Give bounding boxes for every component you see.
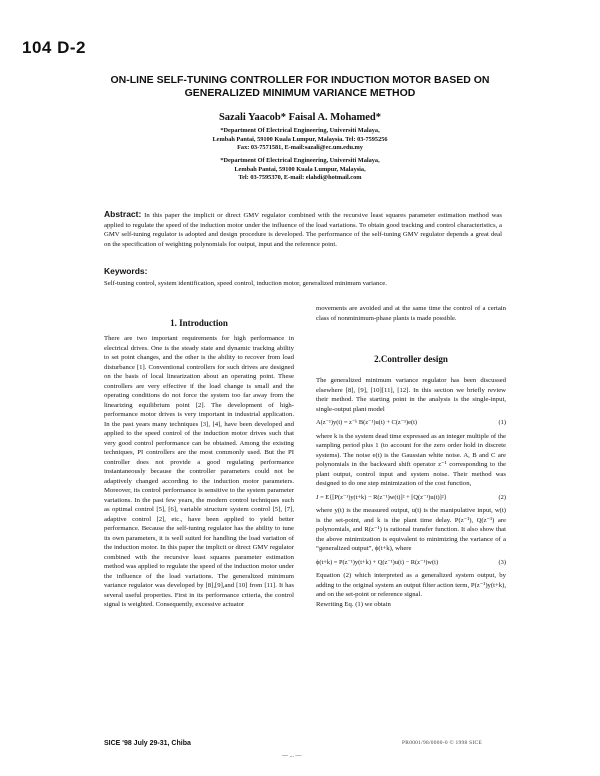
intro-heading: 1. Introduction (170, 318, 228, 328)
paper-title (60, 74, 540, 100)
conference-footer: SICE '98 July 29-31, Chiba (104, 740, 191, 747)
authors: Sazali Yaacob* Faisal A. Mohamed* (218, 112, 382, 123)
cd-paragraph-4: Equation (2) which interpreted as a generalized system output, by adding to the original system an output filter action term, P(z⁻¹)y(t+k), and on the set-point or reference signal. (316, 572, 506, 598)
affiliation-2-address: Lembah Pantai, 59100 Kuala Lumpur, Malaysia, (234, 165, 366, 173)
title-line-2: GENERALIZED MINIMUM VARIANCE METHOD (184, 87, 416, 99)
cd-paragraph-2: where k is the system dead time expressed as an integer multiple of the sampling period plus 1 (to account for the zero order hold in discrete systems). The noise e(t) is the Gaussian white noise. A, B and C are polynomials in the backward shift operator z⁻¹ corresponding to the plant output, control input and system noise. Their method was designed to do one step minimization of the cost function, (316, 432, 506, 487)
equation-1: A(z⁻¹)y(t) = z⁻ᵏ B(z⁻¹)u(t) + C(z⁻¹)e(t) (316, 419, 418, 426)
paper-code: 104 D-2 (22, 38, 86, 57)
cd-paragraph-3: where y(t) is the measured output, u(t) is the manipulative input, w(t) is the set-point, and k is the plant time delay. P(z⁻¹), Q(z⁻¹) are polynomials, and R(z⁻¹) is rational transfer function. It also show that the above minimization is equivalent to minimizing the variance of a “generalized output”, ϕ(t+k), where (316, 507, 506, 552)
affiliation-1 (150, 127, 450, 153)
abstract (104, 210, 502, 249)
keywords-text: Self-tuning control, system identification, speed control, induction motor, generalized minimum variance. (104, 280, 387, 287)
cd-paragraph-1: The generalized minimum variance regulator has been discussed elsewhere [8], [9], [10][11], [12]. In this section we briefly review their method. The starting point in the analysis is the single-input, single-output plant model (316, 377, 506, 413)
intro-body (104, 334, 294, 610)
right-column-top (316, 304, 506, 323)
equation-1-row (316, 418, 506, 428)
abstract-text: In this paper the implicit or direct GMV regulator combined with the recursive least squares parameter estimation method was applied to regulate the speed of the induction motor under the influence of the load variations. To obtain good tracking and control characteristics, a GMV self-tuning regulator is adopted and design procedure is developed. The performance of the self-tuning GMV regulator depends a great deal on the specification of weighting polynomials for output, input and the reference point. (104, 212, 503, 248)
title-line-1: ON-LINE SELF-TUNING CONTROLLER FOR INDUCTION MOTOR BASED ON (110, 74, 490, 86)
equation-3-row (316, 558, 506, 568)
affiliation-2-dept: *Department Of Electrical Engineering, Universiti Malaya, (220, 157, 380, 164)
equation-3: ϕ(t+k) = P(z⁻¹)y(t+k) + Q(z⁻¹)u(t) − R(z⁻¹)w(t) (316, 558, 439, 566)
abstract-label: Abstract: (104, 209, 142, 219)
affiliation-1-dept: *Department Of Electrical Engineering, Universiti Malaya, (220, 127, 380, 134)
equation-2: J = E{[P(z⁻¹)y(t+k) − R(z⁻¹)w(t)]² + [Q(z⁻¹)u(t)]²} (316, 493, 447, 501)
affiliation-1-address: Lembah Pantai, 59100 Kuala Lumpur, Malaysia. Tel: 03-7595256 (212, 135, 388, 143)
equation-3-number: (3) (498, 558, 506, 566)
keywords-heading: Keywords: (104, 266, 148, 276)
copyright-footer: PR0001/98/0000-0 © 1998 SICE (402, 740, 483, 746)
intro-paragraph: There are two important requirements for high performance in electrical drives. One is the steady state and dynamic tracking ability to set point changes, and the other is the ability to recover from load disturbance [1]. Conventional controllers for such drives are designed on the basis of local linearization about an operating point. These controllers are very effective if the load change is small and the operating conditions do not force the system too far away from the linearizing equilibrium point [2]. The development of high-performance motor drives is very important in industrial application. In the past years many techniques [3], [4], have been developed and applied to the speed control of the induction motor drives such that very good control performance can be obtained. Among the existing techniques, PI controllers are the most commonly used. But the PI controller does not provide a good regulating performance instantaneously because the controller parameters could not be adaptively changed according to the induction motor parameters. Moreover, its control performance is sensitive to the system parameter variations. In the past few years, the modern control techniques such as optimal control [5], [6], variable structure system control [5], [7], adaptive control [2], etc., have been applied to yield better performance. Because the self-tuning regulator has the ability to tune its own parameters, it is well suited for handling the load variation of the induction motor. In this paper the implicit or direct GMV regulator combined with the recursive least squares parameter estimation method was applied to regulate the speed of the induction motor under the influence of the load variations. The generalized minimum variance regulator was developed by [8],[9],and [10] from [11]. It has several useful properties. First in its performance criteria, the control signal is weighted. Consequently, excessive actuator (104, 335, 294, 608)
controller-design-body (316, 376, 506, 609)
controller-design-heading: 2.Controller design (374, 354, 448, 364)
page-number: — ... — (282, 753, 302, 759)
intro-continuation: movements are avoided and at the same time the control of a certain class of nonminimum-phase plants is made possible. (316, 305, 506, 322)
cd-paragraph-5: Rewriting Eq. (1) we obtain (316, 600, 391, 608)
equation-1-number: (1) (498, 419, 506, 426)
affiliation-1-contact: Fax: 03-7571581, E-mail:sazali@ec.um.edu.my (237, 144, 363, 152)
affiliation-2 (150, 157, 450, 183)
affiliation-2-contact: Tel: 03-7595370, E-mail: elahdi@hotmail.com (238, 174, 362, 182)
equation-2-number: (2) (498, 493, 506, 501)
equation-2-row (316, 493, 506, 503)
